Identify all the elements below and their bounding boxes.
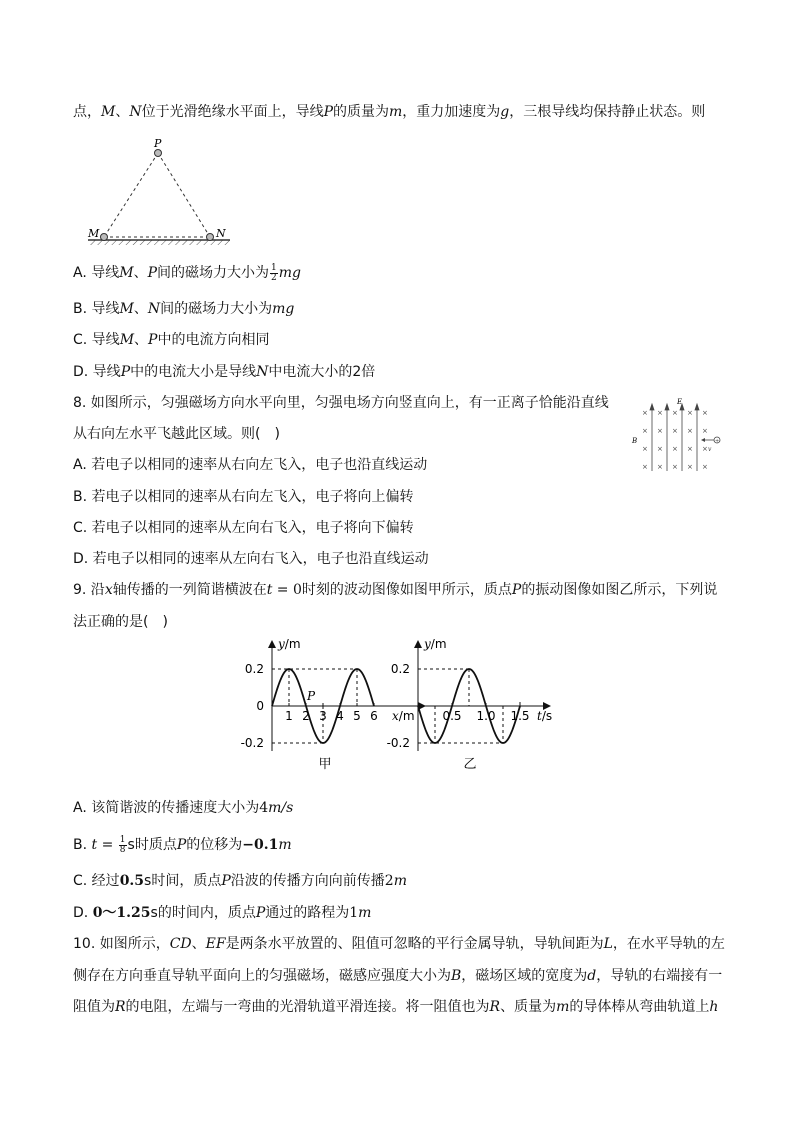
q7-option-a [73,263,301,283]
cross-mark: × [687,463,693,471]
text: 沿波的传播方向向前传播 [230,873,385,889]
x-tick-label: 0.5 [442,709,462,723]
q7-intro [73,102,705,122]
text: 9. 沿 [73,582,105,598]
cross-mark: × [642,409,648,417]
x-tick-label: 1.0 [476,709,496,723]
text: A. 导线 [73,265,120,281]
text: B. 导线 [73,301,120,317]
var-d: d [587,968,597,984]
text: ，重力加速度为 [402,104,501,120]
var-M: M [119,301,134,317]
fraction [270,264,278,283]
wire-M [101,234,108,241]
text: B. [73,837,92,853]
cross-mark: × [642,427,648,435]
cross-mark: × [642,463,648,471]
var-R: R [489,999,501,1015]
q7-option-c [73,330,269,350]
y-tick-label: 0.2 [390,662,410,676]
fraction [119,836,127,855]
var-t: t [91,837,98,853]
y-axis-arrow [414,640,422,648]
text: 中的电流大小是导线 [130,364,257,380]
unit: s [127,837,135,853]
cross-mark: × [657,427,663,435]
y-axis-label: y/m [278,637,301,651]
q9-option-c [73,871,407,891]
text: 、 [115,104,130,120]
cross-mark: × [702,463,708,471]
text: ，导轨的右端接有一 [596,968,723,984]
value: 2 [384,873,394,889]
var-t: t [266,582,273,598]
velocity-arrow-head [701,438,705,442]
cross-mark: × [672,445,678,453]
point-P-label: P [307,689,316,703]
var-P: P [323,104,334,120]
x-tick-label: 3 [319,709,327,723]
var-m: m [556,999,570,1015]
denominator: 8 [119,844,126,855]
q9-stem-1 [73,580,717,600]
var-P: P [176,837,187,853]
unit: m [278,837,292,853]
value: −0.1 [242,837,279,853]
text: C. 导线 [73,332,120,348]
var-CD: CD [169,936,192,952]
q9-option-a [73,798,293,818]
cross-mark: × [672,463,678,471]
q7-option-d [73,362,375,382]
y-axis-label: y/m [424,637,447,651]
unit: m [393,873,407,889]
cross-mark: × [657,409,663,417]
text: 间的磁场力大小为 [157,265,269,281]
text: 阻值为 [73,999,115,1015]
text: 的导体棒从弯曲轨道上 [569,999,710,1015]
q10-line-3 [73,997,718,1017]
var-N: N [147,301,161,317]
text: 点， [73,104,101,120]
text: D. 导线 [73,364,121,380]
text: A. 该简谐波的传播速度大小为 [73,800,260,816]
text: 的振动图像如图乙所示，下列说 [521,582,718,598]
var-EF: EF [205,936,226,952]
var-M: M [119,265,134,281]
y-tick-label: 0.2 [244,662,264,676]
var-P: P [511,582,522,598]
cross-mark: × [672,427,678,435]
text: 、 [133,301,148,317]
q9-option-b [73,835,292,855]
var-L: L [603,936,613,952]
cross-mark: × [657,445,663,453]
text: 的质量为 [333,104,390,120]
y-axis-arrow [268,640,276,648]
label-M: M [88,227,100,240]
text: 、 [133,265,148,281]
var-M: M [119,332,135,348]
e-arrow-head [695,404,699,410]
value: 4 [259,800,269,816]
e-arrow-head [650,404,654,410]
graph-title: 甲 [318,757,332,772]
text: 时质点 [134,837,177,853]
text: C. 经过 [73,873,120,889]
var-R: R [115,999,126,1015]
wire-P [155,150,162,157]
equals: = [97,837,118,853]
text: 的时间内，质点 [157,905,256,921]
cross-mark: × [702,409,708,417]
text: ，在水平导轨的左 [612,936,725,952]
unit: m [358,905,372,921]
dashed-PM [104,153,158,237]
cross-mark: × [687,445,693,453]
dashed-PN [158,153,210,237]
cross-mark: × [687,409,693,417]
text: 、 [134,332,149,348]
q10-line-2 [73,966,722,986]
value: 0.5 [119,873,145,889]
x-tick-label: 4 [336,709,344,723]
var-P: P [147,265,157,281]
var-M: M [101,104,116,120]
text: 时间，质点 [151,873,222,889]
value: 0～1.25 [92,905,151,921]
q8-field-figure [630,396,725,476]
charge-sign: + [715,438,720,445]
y-tick-label: 0 [256,699,264,713]
var-N: N [129,104,142,120]
text: 是两条水平放置的、阻值可忽略的平行金属导轨，导轨间距为 [225,936,604,952]
var-P: P [148,332,158,348]
q8-option-b: B. 若电子以相同的速率从右向左飞入，电子将向上偏转 [73,489,414,505]
q10-line-1 [73,934,725,954]
unit: s [150,905,158,921]
text: ，三根导线均保持静止状态。则 [509,104,706,120]
label-v: v [708,446,712,453]
y-tick-label: -0.2 [240,736,264,750]
q8-option-c: C. 若电子以相同的速率从左向右飞入，电子将向下偏转 [73,520,414,536]
text: 间的磁场力大小为 [160,301,273,317]
x-tick-label: 6 [370,709,378,723]
text: 、 [191,936,206,952]
cross-mark: × [702,427,708,435]
var-h: h [709,999,719,1015]
text: 的位移为 [186,837,243,853]
x-tick-label: 5 [353,709,361,723]
var-N: N [256,364,269,380]
q8-option-a: A. 若电子以相同的速率从右向左飞入，电子也沿直线运动 [73,457,428,473]
q8-stem-1: 8. 如图所示，匀强磁场方向水平向里，匀强电场方向竖直向上，有一正离子恰能沿直线 [73,395,609,411]
var-g: g [500,104,510,120]
wire-N [207,234,214,241]
x-tick-label: 2 [302,709,310,723]
text: 时刻的波动图像如图甲所示，质点 [301,582,512,598]
y-tick-label: -0.2 [386,736,410,750]
text: 侧存在方向垂直导轨平面向上的匀强磁场，磁感应强度大小为 [73,968,451,984]
var-P: P [255,905,266,921]
var-mg: mg [272,301,295,317]
text: 轴传播的一列简谐横波在 [112,582,267,598]
graph-title: 乙 [463,757,477,772]
text: 10. 如图所示， [73,936,170,952]
label-P: P [154,137,162,150]
unit: m/s [268,800,294,816]
text: 位于光滑绝缘水平面上，导线 [141,104,324,120]
value: 1 [349,905,359,921]
x-tick-label: 1 [285,709,293,723]
cross-mark: × [687,427,693,435]
label-E: E [677,398,683,406]
var-P: P [221,873,231,889]
var-m: m [389,104,403,120]
text: D. [73,905,93,921]
numerator: 1 [271,262,277,273]
text: 中电流大小的2倍 [268,364,376,380]
equation: = 0 [272,582,302,598]
text: 中的电流方向相同 [157,332,270,348]
x-tick-label: 1.5 [510,709,530,723]
label-N: N [216,227,226,240]
q9-option-d [73,903,371,923]
denominator: 2 [271,272,277,283]
var-P: P [120,364,131,380]
var-mg: mg [278,265,301,281]
cross-mark: × [657,463,663,471]
q9-stem-2: 法正确的是( ) [73,614,168,630]
q8-stem-2: 从右向左水平飞越此区域。则( ) [73,426,280,442]
cross-mark: × [702,445,708,453]
text: 的电阻，左端与一弯曲的光滑轨道平滑连接。将一阻值也为 [125,999,490,1015]
text: 、质量为 [500,999,557,1015]
x-axis-label: x/m [392,709,415,723]
cross-mark: × [672,409,678,417]
e-arrow-head [665,404,669,410]
text: 通过的路程为 [265,905,350,921]
q9-wave-graphs [230,632,560,777]
numerator: 1 [119,834,126,845]
x-axis-label: t/s [537,709,553,723]
var-x: x [104,582,113,598]
var-B: B [451,968,462,984]
cross-mark: × [642,445,648,453]
q7-option-b [73,299,294,319]
q7-triangle-figure [80,135,240,250]
unit: s [144,873,152,889]
label-B: B [632,437,638,445]
q8-option-d: D. 若电子以相同的速率从左向右飞入，电子也沿直线运动 [73,551,429,567]
text: ，磁场区域的宽度为 [461,968,588,984]
